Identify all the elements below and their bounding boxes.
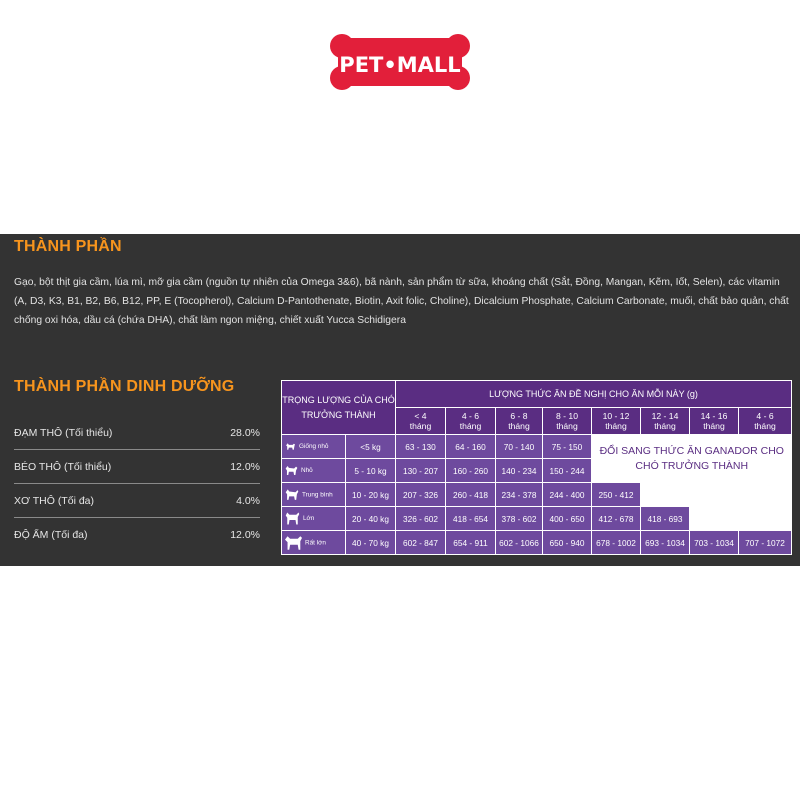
table-cell: 418 - 654 xyxy=(446,507,496,531)
table-cell: 326 - 602 xyxy=(396,507,446,531)
tiny-dog-icon xyxy=(285,442,296,451)
table-cell: 654 - 911 xyxy=(446,531,496,555)
table-cell: 703 - 1034 xyxy=(690,531,739,555)
daily-amount-header: LƯỢNG THỨC ĂN ĐỀ NGHỊ CHO ĂN MỖI NÀY (g) xyxy=(396,381,792,408)
table-cell: 150 - 244 xyxy=(543,459,592,483)
nutrition-label: BÉO THÔ (Tối thiểu) xyxy=(14,460,112,473)
feeding-guide-table xyxy=(281,380,792,555)
table-cell: 75 - 150 xyxy=(543,435,592,459)
nutrition-row-fiber xyxy=(14,484,260,518)
weight-cell: 10 - 20 kg xyxy=(346,483,396,507)
nutrition-value: 12.0% xyxy=(230,529,260,541)
table-row xyxy=(282,435,792,459)
table-cell: 207 - 326 xyxy=(396,483,446,507)
nutrition-row-fat xyxy=(14,450,260,484)
table-cell: 260 - 418 xyxy=(446,483,496,507)
product-info-panel xyxy=(0,234,800,566)
weight-cell: 5 - 10 kg xyxy=(346,459,396,483)
nutrition-value: 4.0% xyxy=(236,494,260,507)
bone-logo-icon xyxy=(328,30,472,94)
table-cell: 234 - 378 xyxy=(496,483,543,507)
ingredients-title: THÀNH PHẦN xyxy=(14,238,122,255)
age-header: 8 - 10 tháng xyxy=(543,408,592,435)
weight-cell: 20 - 40 kg xyxy=(346,507,396,531)
table-cell: 140 - 234 xyxy=(496,459,543,483)
nutrition-title: THÀNH PHẦN DINH DƯỠNG xyxy=(14,378,235,395)
weight-header: TRỌNG LƯỢNG CỦA CHÓ TRƯỞNG THÀNH xyxy=(282,381,396,435)
empty-cell xyxy=(690,507,792,531)
large-dog-icon xyxy=(285,512,300,525)
logo-text: PET•MALL xyxy=(339,53,461,77)
table-cell: 130 - 207 xyxy=(396,459,446,483)
nutrition-row-moisture xyxy=(14,518,260,552)
nutrition-label: XƠ THÔ (Tối đa) xyxy=(14,494,94,507)
breed-cell: Rất lớn xyxy=(282,531,346,555)
table-cell: 707 - 1072 xyxy=(739,531,792,555)
table-cell: 378 - 602 xyxy=(496,507,543,531)
table-cell: 650 - 940 xyxy=(543,531,592,555)
table-cell: 70 - 140 xyxy=(496,435,543,459)
table-row xyxy=(282,507,792,531)
age-header: 4 - 6 tháng xyxy=(739,408,792,435)
switch-note: ĐỔI SANG THỨC ĂN GANADOR CHO CHÓ TRƯỞNG THÀNH xyxy=(592,435,792,483)
breed-cell: Trung bình xyxy=(282,483,346,507)
age-header: < 4 tháng xyxy=(396,408,446,435)
age-header: 10 - 12 tháng xyxy=(592,408,641,435)
nutrition-row-protein xyxy=(14,416,260,450)
nutrition-value: 28.0% xyxy=(230,426,260,439)
ingredients-text: Gạo, bột thịt gia cầm, lúa mì, mỡ gia cầm (nguồn tự nhiên của Omega 3&6), bã nành, sản phẩm từ sữa, khoáng chất (Sắt, Đồng, Mangan, Kẽm, Iốt, Selen), các vitamin (A, D3, K3, B1, B2, B6, B12, PP, E (Tocopherol), Calcium D-Pantothenate, Biotin, Axit folic, Choline), Dicalcium Phosphate, Calcium Carbonate, muối, chất bảo quản, chất chống oxi hóa, dầu cá (chứa DHA), chất làm ngon miệng, chiết xuất Yucca Schidigera xyxy=(14,277,789,326)
medium-dog-icon xyxy=(285,489,299,501)
table-cell: 418 - 693 xyxy=(641,507,690,531)
table-cell: 602 - 847 xyxy=(396,531,446,555)
nutrition-list xyxy=(14,416,260,552)
nutrition-label: ĐỘ ẨM (Tối đa) xyxy=(14,529,88,541)
nutrition-value: 12.0% xyxy=(230,460,260,473)
table-row xyxy=(282,531,792,555)
table-cell: 64 - 160 xyxy=(446,435,496,459)
table-cell: 400 - 650 xyxy=(543,507,592,531)
table-cell: 693 - 1034 xyxy=(641,531,690,555)
table-cell: 602 - 1066 xyxy=(496,531,543,555)
age-header: 6 - 8 tháng xyxy=(496,408,543,435)
empty-cell xyxy=(641,483,792,507)
breed-cell: Nhỏ xyxy=(282,459,346,483)
table-row xyxy=(282,483,792,507)
age-header: 4 - 6 tháng xyxy=(446,408,496,435)
table-cell: 63 - 130 xyxy=(396,435,446,459)
small-dog-icon xyxy=(285,465,298,476)
petmall-logo xyxy=(328,30,472,94)
breed-cell: Giống nhỏ xyxy=(282,435,346,459)
table-cell: 678 - 1002 xyxy=(592,531,641,555)
breed-cell: Lớn xyxy=(282,507,346,531)
weight-cell: <5 kg xyxy=(346,435,396,459)
nutrition-label: ĐẠM THÔ (Tối thiểu) xyxy=(14,426,113,439)
table-cell: 244 - 400 xyxy=(543,483,592,507)
table-cell: 250 - 412 xyxy=(592,483,641,507)
weight-cell: 40 - 70 kg xyxy=(346,531,396,555)
table-cell: 160 - 260 xyxy=(446,459,496,483)
age-header: 12 - 14 tháng xyxy=(641,408,690,435)
table-cell: 412 - 678 xyxy=(592,507,641,531)
giant-dog-icon xyxy=(285,536,302,550)
age-header: 14 - 16 tháng xyxy=(690,408,739,435)
